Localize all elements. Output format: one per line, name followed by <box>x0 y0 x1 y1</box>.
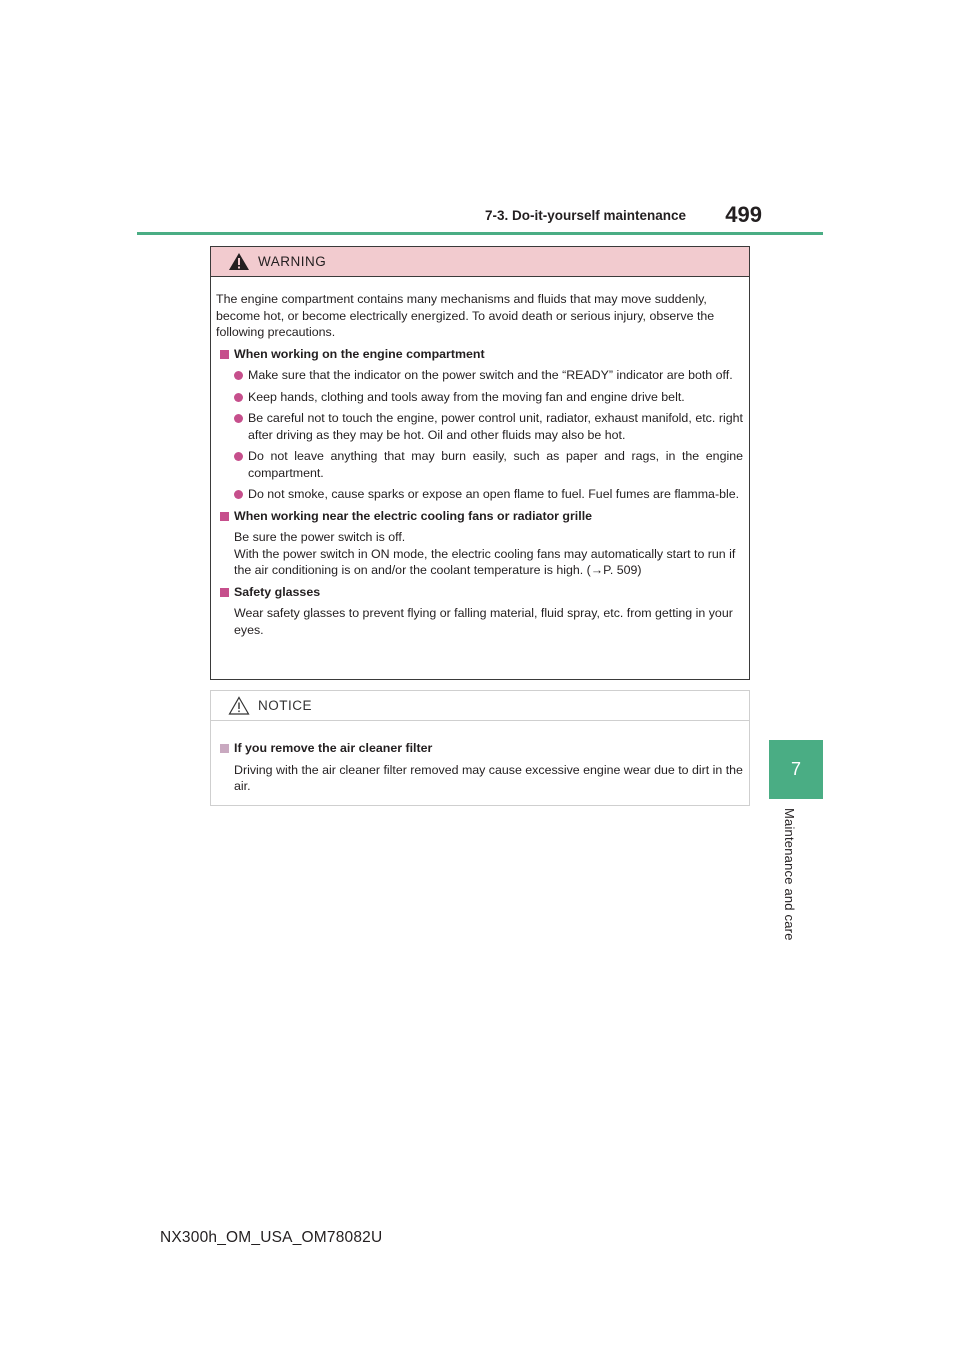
subheading: Safety glasses <box>216 584 743 601</box>
warning-box <box>210 246 750 680</box>
warning-triangle-icon <box>228 252 250 271</box>
square-bullet-icon <box>220 350 229 359</box>
chapter-number: 7 <box>790 759 801 779</box>
subheading: When working near the electric cooling fans or radiator grille <box>216 508 743 525</box>
subheading: When working on the engine compartment <box>216 346 743 363</box>
bullet-item: Be careful not to touch the engine, power control unit, radiator, exhaust manifold, etc. right after driving as they may be hot. Oil and other fluids may also be hot. <box>234 410 743 443</box>
square-bullet-icon <box>220 744 229 753</box>
round-bullet-icon <box>234 414 243 423</box>
bullet-item: Make sure that the indicator on the power switch and the “READY” indicator are both off. <box>234 367 743 384</box>
notice-box <box>210 690 750 806</box>
round-bullet-icon <box>234 371 243 380</box>
notice-triangle-icon <box>228 696 250 715</box>
paragraph: Wear safety glasses to prevent flying or falling material, fluid spray, etc. from getting in your eyes. <box>234 606 733 637</box>
paragraph: Be sure the power switch is off. <box>234 530 406 544</box>
header-rule <box>137 232 823 235</box>
notice-header <box>211 691 749 721</box>
section-title: 7-3. Do-it-yourself maintenance <box>484 208 686 223</box>
paragraph: With the power switch in ON mode, the electric cooling fans may automatically start to run if the air conditioning is on and/or the coolant temperature is high. (→P. 509) <box>234 546 736 577</box>
subheading: If you remove the air cleaner filter <box>216 740 743 757</box>
warning-header <box>211 247 749 277</box>
notice-title: NOTICE <box>258 698 313 713</box>
square-bullet-icon <box>220 588 229 597</box>
chapter-label: Maintenance and care <box>782 808 797 941</box>
paragraph: Driving with the air cleaner filter removed may cause excessive engine wear due to dirt in the air. <box>234 762 743 793</box>
warning-intro: The engine compartment contains many mechanisms and fluids that may move suddenly, become hot, or become electrically energized. To avoid death or serious injury, observe the following precautions. <box>216 292 715 339</box>
document-code: NX300h_OM_USA_OM78082U <box>160 1229 383 1246</box>
warning-title: WARNING <box>258 254 327 269</box>
round-bullet-icon <box>234 452 243 461</box>
page-number: 499 <box>725 202 762 227</box>
bullet-item: Do not smoke, cause sparks or expose an open flame to fuel. Fuel fumes are flamma-ble. <box>234 486 743 503</box>
notice-body <box>211 721 749 795</box>
warning-body <box>211 277 749 638</box>
bullet-item: Keep hands, clothing and tools away from the moving fan and engine drive belt. <box>234 389 743 406</box>
square-bullet-icon <box>220 512 229 521</box>
bullet-item: Do not leave anything that may burn easily, such as paper and rags, in the engine compartment. <box>234 448 743 481</box>
chapter-tab[interactable] <box>769 740 823 799</box>
round-bullet-icon <box>234 393 243 402</box>
round-bullet-icon <box>234 490 243 499</box>
